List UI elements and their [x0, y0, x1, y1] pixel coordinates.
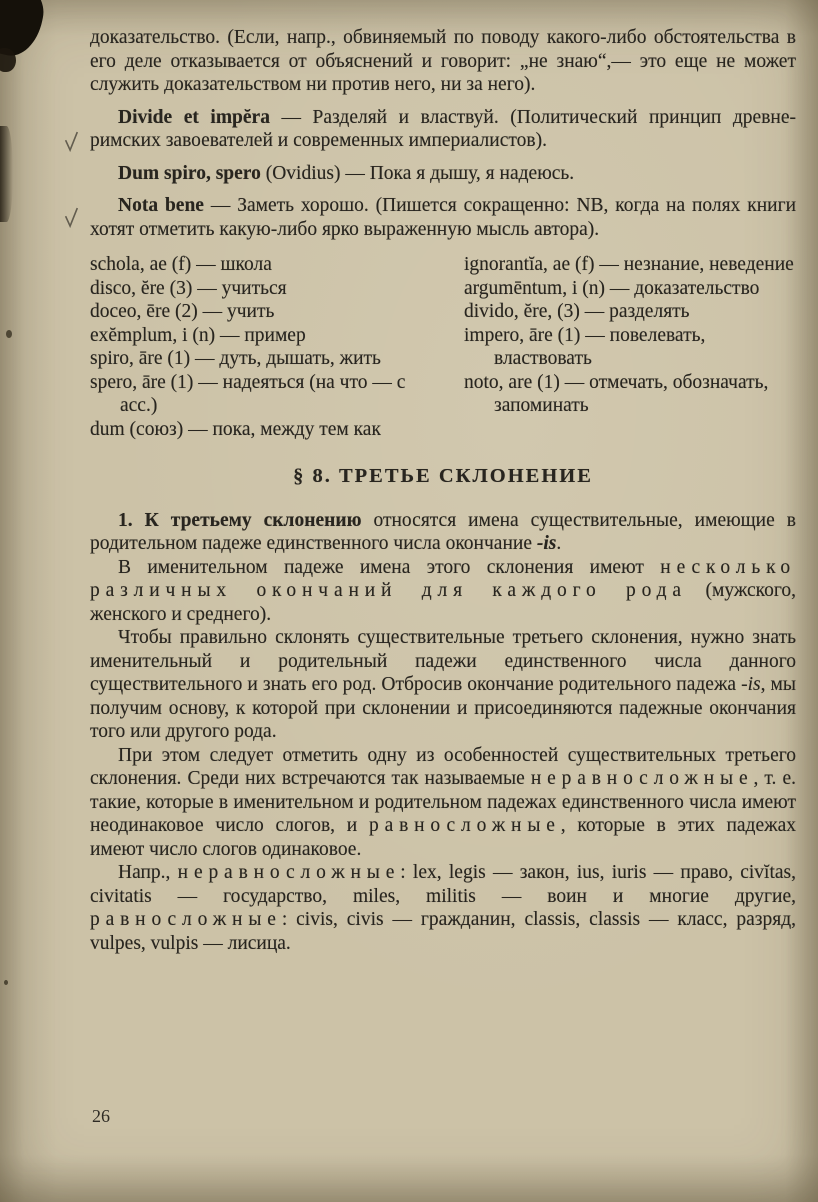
pencil-check-icon	[62, 130, 80, 154]
emphasized-spaced-text: равносложные	[368, 815, 561, 836]
lead-bold-text: 1. К третьему склонению	[118, 509, 362, 531]
pencil-check-icon	[62, 206, 80, 230]
section-paragraph-4	[90, 744, 796, 862]
vocab-entry: noto, are (1) — отмечать, обозначать, запоминать	[464, 371, 769, 416]
ink-stain-top-left-small	[0, 48, 16, 72]
paragraph-text: Напр.,	[118, 862, 178, 883]
vocabulary-list	[90, 253, 796, 441]
vocab-entry: argumēntum, i (n) — доказательство	[464, 277, 760, 299]
page-number: 26	[92, 1106, 110, 1126]
section-body	[90, 509, 796, 956]
paragraph-text: , которые в этих падежах имеют число слогов одинаковое.	[90, 815, 796, 860]
vocab-entry: dum (союз) — пока, между тем как	[90, 418, 381, 440]
section-paragraph-2	[90, 556, 796, 627]
vocab-entry: spiro, āre (1) — дуть, дышать, жить	[90, 348, 381, 369]
vocab-entry: exĕmplum, i (n) — пример	[90, 324, 306, 346]
emphasized-spaced-text: неравносложные	[530, 768, 754, 789]
paragraph-text: : civis, civis — гражданин, classis, classis — класс, разряд, vulpes, vulpis — лисица.	[90, 909, 796, 954]
section-paragraph-3	[90, 626, 796, 744]
page-content	[90, 26, 796, 955]
intro-text: доказательство. (Если, напр., обвиняемый по поводу какого-либо обстоятельства в его деле отказывается от объяснений и говорит: „не знаю“,— это еще не может служить доказательством ни против него, ни за него).	[90, 27, 796, 95]
section-paragraph-1	[90, 509, 796, 556]
emphasized-spaced-text: равносложные	[90, 909, 282, 930]
vocab-entry: doceo, ēre (2) — учить	[90, 301, 275, 322]
aphorism-nota-bene	[90, 194, 796, 241]
paragraph-text: : lex, legis — закон, ius, iuris — право, civĭtas, civitatis — государство, miles, militis — воин и многие другие,	[90, 862, 796, 907]
vocab-entry: ignorantĭa, ae (f) — незнание, неведение	[464, 254, 794, 275]
paragraph-text: , т. е. такие, которые в именительном и родительном падежах единственного числа имеют неодинаковое число слогов, и	[90, 768, 796, 836]
vocab-entry: disco, ĕre (3) — учиться	[90, 277, 287, 299]
latin-ending-term: -is	[741, 674, 761, 695]
aphorism-latin: Nota bene	[118, 195, 204, 216]
paragraph-text: (мужского, женского и среднего).	[90, 580, 796, 625]
vocab-entry: divido, ĕre, (3) — разделять	[464, 301, 690, 322]
aphorism-translation: — Разделяй и властвуй. (Политический принцип древне-римских завоевателей и современных империалистов).	[90, 106, 796, 151]
emphasized-spaced-text: несколько различных окончаний для каждого рода	[90, 556, 796, 601]
section-paragraph-5	[90, 861, 796, 955]
intro-paragraph	[90, 26, 796, 97]
paragraph-text: .	[556, 533, 562, 554]
aphorism-latin: Divide et impĕra	[118, 106, 270, 128]
paragraph-text: относятся имена существительные, имеющие в родительном падеже единственного числа окончание	[90, 509, 796, 554]
paragraph-text: , мы получим основу, к которой при склонении и присоединяются падежные окончания того или другого рода.	[90, 674, 797, 742]
vocab-entry: impero, āre (1) — повелевать, властвовать	[464, 324, 706, 369]
paragraph-text: В именительном падеже имена этого склонения имеют	[118, 556, 661, 578]
scan-smudge-left-edge	[0, 126, 13, 222]
aphorism-latin: Dum spiro, spero	[118, 162, 261, 184]
latin-ending-term: -is	[536, 533, 557, 554]
paper-speck	[4, 980, 8, 985]
vocabulary-column-right	[464, 253, 796, 441]
aphorism-translation: (Ovidius) — Пока я дышу, я надеюсь.	[260, 162, 575, 184]
vocab-entry: spero, āre (1) — надеяться (на что — с acc.)	[90, 371, 406, 416]
vocab-entry: schola, ae (f) — школа	[90, 254, 272, 275]
vocabulary-column-left	[90, 253, 422, 441]
aphorism-dum-spiro-spero	[90, 162, 796, 186]
paper-speck	[6, 330, 12, 338]
aphorism-divide-et-impera	[90, 106, 796, 153]
paragraph-text: При этом следует отметить одну из особенностей существительных третьего склонения. Среди них встречаются так называемые	[90, 744, 796, 789]
paragraph-text: Чтобы правильно склонять существительные третьего склонения, нужно знать именительный и родительный падежи единственного числа данного существительного и знать его род. Отбросив окончание родительного падежа	[90, 627, 796, 695]
aphorism-translation: — Заметь хорошо. (Пишется сокращенно: NB, когда на полях книги хотят отметить какую-либо ярко выраженную мысль автора).	[90, 195, 796, 240]
emphasized-spaced-text: неравносложные	[177, 862, 401, 883]
section-heading: § 8. ТРЕТЬЕ СКЛОНЕНИЕ	[293, 465, 593, 487]
